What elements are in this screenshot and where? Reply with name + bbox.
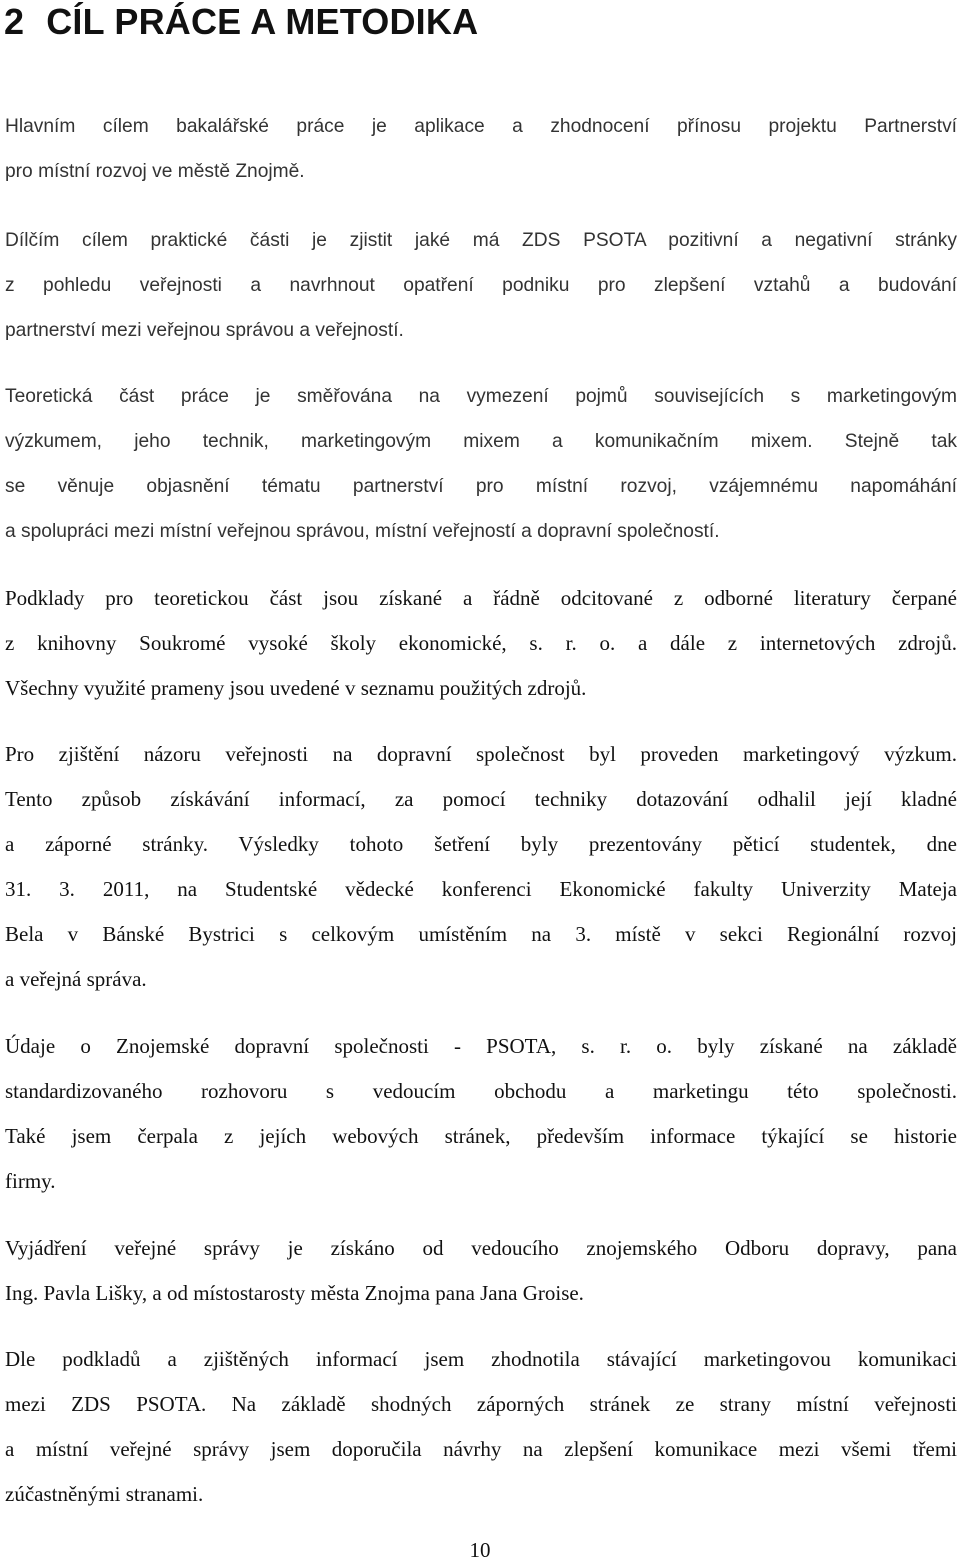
paragraph-company-data (5, 1024, 957, 1204)
paragraph-partial-goal (5, 218, 957, 353)
paragraph-line: a spolupráci mezi místní veřejnou správou, místní veřejností a dopravní společností. (5, 521, 720, 542)
paragraph-line: se věnuje objasnění tématu partnerství pro místní rozvoj, vzájemnému napomáhání (5, 476, 957, 497)
paragraph-line: Bela v Bánské Bystrici s celkovým umístěním na 3. místě v sekci Regionální rozvoj (5, 922, 957, 946)
paragraph-line: Hlavním cílem bakalářské práce je aplikace a zhodnocení přínosu projektu Partnerství (5, 116, 957, 137)
paragraph-line: Dílčím cílem praktické části je zjistit jaké má ZDS PSOTA pozitivní a negativní stránky (5, 230, 957, 251)
paragraph-line: a místní veřejné správy jsem doporučila návrhy na zlepšení komunikace mezi všemi třemi (5, 1437, 957, 1461)
paragraph-line: firmy. (5, 1169, 56, 1193)
paragraph-line: z knihovny Soukromé vysoké školy ekonomické, s. r. o. a dále z internetových zdrojů. (5, 631, 957, 655)
paragraph-line: a veřejná správa. (5, 967, 147, 991)
paragraph-line: Také jsem čerpala z jejích webových stránek, především informace týkající se historie (5, 1124, 957, 1148)
paragraph-line: Tento způsob získávání informací, za pomocí techniky dotazování odhalil její kladné (5, 787, 957, 811)
paragraph-line: pro místní rozvoj ve městě Znojmě. (5, 161, 305, 182)
paragraph-public-administration (5, 1226, 957, 1316)
chapter-heading (4, 0, 478, 44)
chapter-title: CÍL PRÁCE A METODIKA (46, 1, 479, 42)
paragraph-line: Teoretická část práce je směřována na vymezení pojmů souvisejících s marketingovým (5, 386, 957, 407)
paragraph-line: zúčastněnými stranami. (5, 1482, 204, 1506)
paragraph-line: výzkumem, jeho technik, marketingovým mixem a komunikačním mixem. Stejně tak (5, 431, 957, 452)
paragraph-line: Ing. Pavla Lišky, a od místostarosty města Znojma pana Jana Groise. (5, 1281, 584, 1305)
paragraph-line: z pohledu veřejnosti a navrhnout opatření podniku pro zlepšení vztahů a budování (5, 275, 957, 296)
paragraph-line: Údaje o Znojemské dopravní společnosti - PSOTA, s. r. o. byly získané na základě (5, 1034, 957, 1058)
paragraph-evaluation (5, 1337, 957, 1517)
paragraph-line: Pro zjištění názoru veřejnosti na dopravní společnost byl proveden marketingový výzkum. (5, 742, 957, 766)
paragraph-line: standardizovaného rozhovoru s vedoucím obchodu a marketingu této společnosti. (5, 1079, 957, 1103)
page-number: 10 (469, 1538, 491, 1562)
paragraph-goal (5, 104, 957, 194)
paragraph-line: Dle podkladů a zjištěných informací jsem zhodnotila stávající marketingovou komunikaci (5, 1347, 957, 1371)
chapter-number: 2 (4, 1, 25, 42)
paragraph-sources (5, 576, 957, 711)
paragraph-line: Vyjádření veřejné správy je získáno od vedoucího znojemského Odboru dopravy, pana (5, 1236, 957, 1260)
paragraph-line: partnerství mezi veřejnou správou a veřejností. (5, 320, 404, 341)
paragraph-line: 31. 3. 2011, na Studentské vědecké konferenci Ekonomické fakulty Univerzity Mateja (5, 877, 957, 901)
paragraph-line: mezi ZDS PSOTA. Na základě shodných záporných stránek ze strany místní veřejnosti (5, 1392, 957, 1416)
paragraph-line: Všechny využité prameny jsou uvedené v seznamu použitých zdrojů. (5, 676, 587, 700)
paragraph-theory (5, 374, 957, 554)
paragraph-line: a záporné stránky. Výsledky tohoto šetření byly prezentovány pěticí studentek, dne (5, 832, 957, 856)
paragraph-research (5, 732, 957, 1002)
paragraph-line: Podklady pro teoretickou část jsou získané a řádně odcitované z odborné literatury čerpané (5, 586, 957, 610)
